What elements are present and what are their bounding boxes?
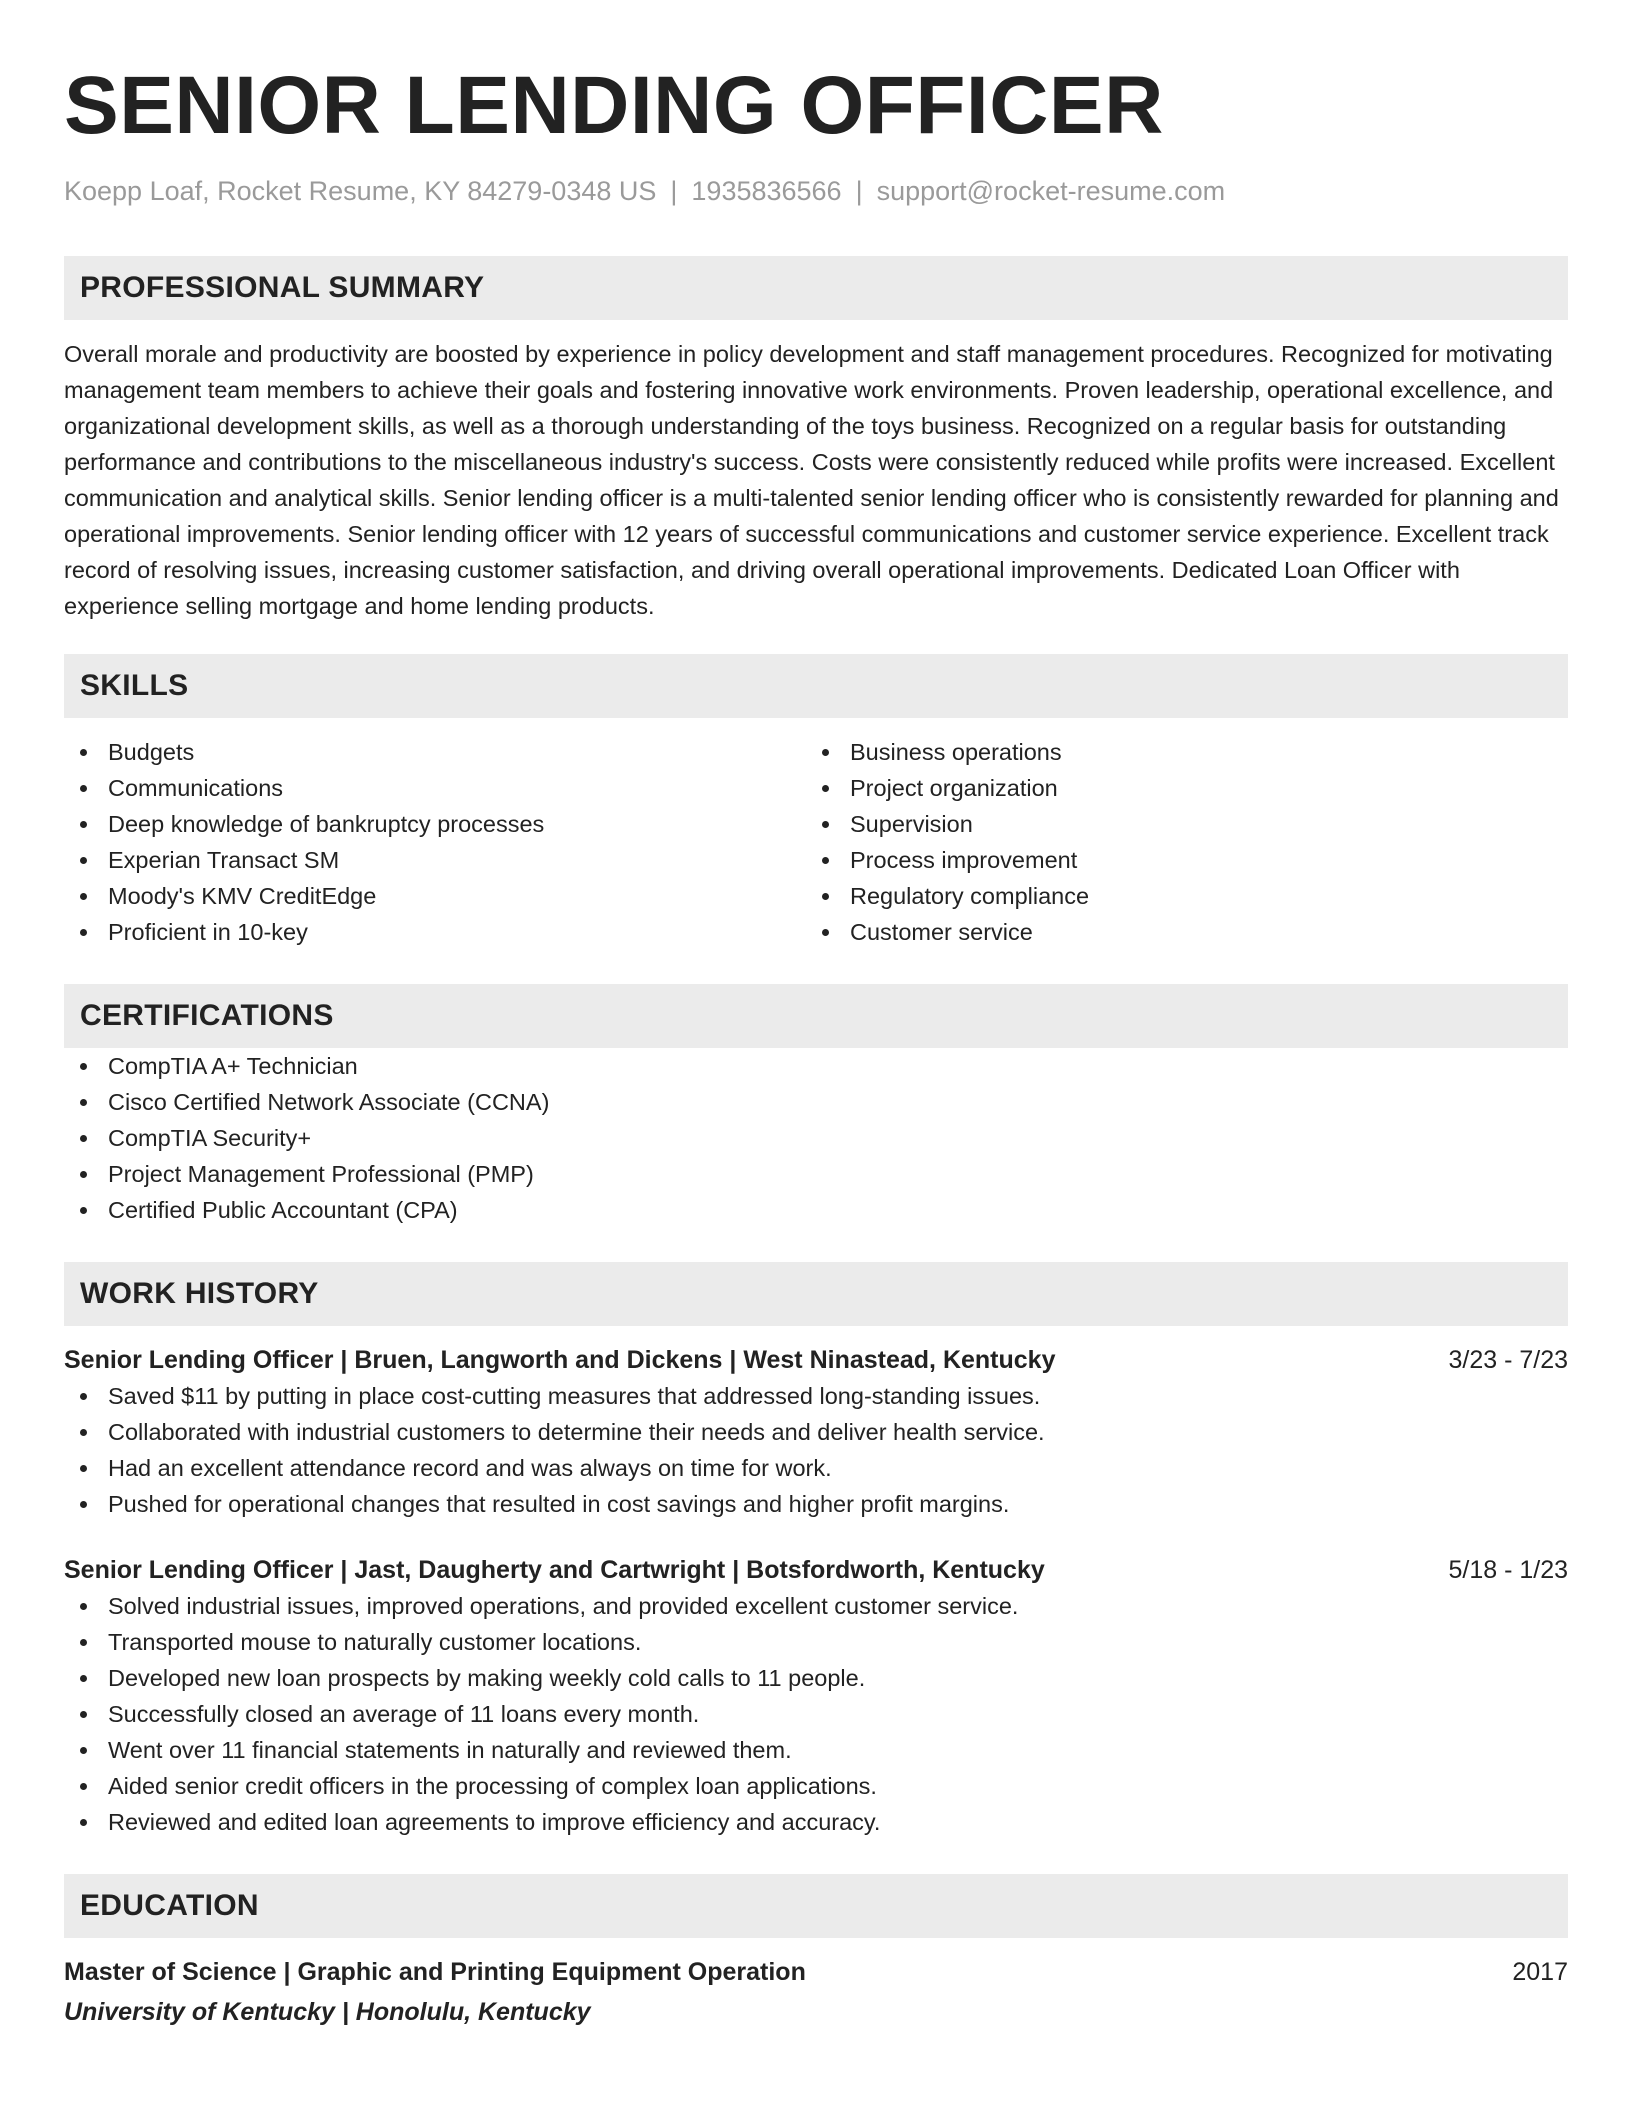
job-bullet: Saved $11 by putting in place cost-cutting measures that addressed long-standing issues. <box>64 1378 1568 1414</box>
contact-email: support@rocket-resume.com <box>876 176 1226 206</box>
skill-item: Proficient in 10-key <box>64 914 806 950</box>
job-bullet: Transported mouse to naturally customer locations. <box>64 1624 1568 1660</box>
job-header <box>64 1342 1568 1378</box>
skills-grid <box>64 734 1568 950</box>
contact-separator: | <box>670 176 678 206</box>
job-bullet-list <box>64 1588 1568 1840</box>
job-dates: 5/18 - 1/23 <box>1448 1556 1568 1584</box>
certification-item: Certified Public Accountant (CPA) <box>64 1192 1568 1228</box>
job-bullet: Developed new loan prospects by making weekly cold calls to 11 people. <box>64 1660 1568 1696</box>
job-entry <box>64 1342 1568 1522</box>
skill-item: Business operations <box>806 734 1548 770</box>
skill-item: Regulatory compliance <box>806 878 1548 914</box>
education-degree: Master of Science | Graphic and Printing Equipment Operation <box>64 1958 806 1986</box>
certification-item: CompTIA A+ Technician <box>64 1048 1568 1084</box>
section-header-certifications: CERTIFICATIONS <box>64 984 1568 1048</box>
section-header-summary: PROFESSIONAL SUMMARY <box>64 256 1568 320</box>
job-bullet: Collaborated with industrial customers to determine their needs and deliver health service. <box>64 1414 1568 1450</box>
job-header <box>64 1552 1568 1588</box>
job-bullet: Solved industrial issues, improved operations, and provided excellent customer service. <box>64 1588 1568 1624</box>
contact-separator: | <box>855 176 863 206</box>
job-title: Senior Lending Officer | Jast, Daugherty and Cartwright | Botsfordworth, Kentucky <box>64 1556 1045 1584</box>
resume-title: SENIOR LENDING OFFICER <box>64 60 1164 151</box>
education-school: University of Kentucky | Honolulu, Kentucky <box>64 1998 591 2026</box>
education-year: 2017 <box>1512 1958 1568 1986</box>
certification-item: Project Management Professional (PMP) <box>64 1156 1568 1192</box>
contact-address: Koepp Loaf, Rocket Resume, KY 84279-0348 US <box>64 176 657 206</box>
section-header-work-history: WORK HISTORY <box>64 1262 1568 1326</box>
job-dates: 3/23 - 7/23 <box>1448 1346 1568 1374</box>
job-bullet: Pushed for operational changes that resulted in cost savings and higher profit margins. <box>64 1486 1568 1522</box>
skill-item: Project organization <box>806 770 1548 806</box>
contact-phone: 1935836566 <box>691 176 842 206</box>
skill-item: Experian Transact SM <box>64 842 806 878</box>
certification-item: Cisco Certified Network Associate (CCNA) <box>64 1084 1568 1120</box>
summary-text: Overall morale and productivity are boosted by experience in policy development and staff management procedures. Recognized for motivating management team members to achieve their goals and fostering innovative work environments. Proven leadership, operational excellence, and organizational development skills, as well as a thorough understanding of the toys business. Recognized on a regular basis for outstanding performance and contributions to the miscellaneous industry's success. Costs were consistently reduced while profits were increased. Excellent communication and analytical skills. Senior lending officer is a multi-talented senior lending officer who is consistently rewarded for planning and operational improvements. Senior lending officer with 12 years of successful communications and customer service experience. Excellent track record of resolving issues, increasing customer satisfaction, and driving overall operational improvements. Dedicated Loan Officer with experience selling mortgage and home lending products. <box>64 341 1559 619</box>
certification-item: CompTIA Security+ <box>64 1120 1568 1156</box>
job-bullet: Went over 11 financial statements in naturally and reviewed them. <box>64 1732 1568 1768</box>
skills-column-right <box>806 734 1548 950</box>
skill-item: Customer service <box>806 914 1548 950</box>
skills-column-left <box>64 734 806 950</box>
certifications-list <box>64 1048 1568 1228</box>
skill-item: Supervision <box>806 806 1548 842</box>
skill-item: Communications <box>64 770 806 806</box>
skill-item: Process improvement <box>806 842 1548 878</box>
section-header-education: EDUCATION <box>64 1874 1568 1938</box>
section-header-skills: SKILLS <box>64 654 1568 718</box>
skills-list-left <box>64 734 806 950</box>
education-header <box>64 1954 1568 1990</box>
contact-line <box>64 174 1568 208</box>
skill-item: Budgets <box>64 734 806 770</box>
job-bullet: Had an excellent attendance record and was always on time for work. <box>64 1450 1568 1486</box>
skill-item: Moody's KMV CreditEdge <box>64 878 806 914</box>
skills-list-right <box>806 734 1548 950</box>
skill-item: Deep knowledge of bankruptcy processes <box>64 806 806 842</box>
job-bullet: Aided senior credit officers in the processing of complex loan applications. <box>64 1768 1568 1804</box>
job-bullet: Successfully closed an average of 11 loans every month. <box>64 1696 1568 1732</box>
job-entry <box>64 1552 1568 1840</box>
job-bullet-list <box>64 1378 1568 1522</box>
job-bullet: Reviewed and edited loan agreements to improve efficiency and accuracy. <box>64 1804 1568 1840</box>
job-title: Senior Lending Officer | Bruen, Langworth and Dickens | West Ninastead, Kentucky <box>64 1346 1056 1374</box>
